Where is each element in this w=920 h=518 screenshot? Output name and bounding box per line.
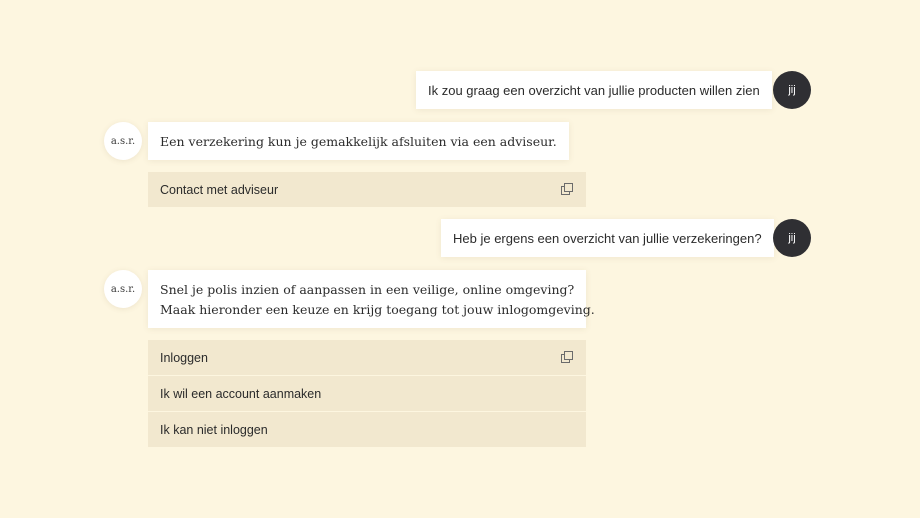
external-window-icon — [561, 183, 574, 196]
bot-message — [148, 270, 595, 328]
bot-avatar-label: a.s.r. — [110, 135, 136, 147]
bot-message — [148, 122, 569, 160]
option-label: Inloggen — [160, 350, 208, 365]
user-message — [441, 219, 774, 257]
option-account-aanmaken[interactable] — [148, 376, 586, 411]
bot-avatar — [104, 270, 142, 308]
user-message — [416, 71, 772, 109]
bot-message-line: Snel je polis inzien of aanpassen in een veilige, online omgeving? — [160, 282, 575, 297]
option-label: Contact met adviseur — [160, 182, 279, 197]
bot-message-line: Maak hieronder een keuze en krijg toegang tot jouw inlogomgeving. — [160, 302, 595, 317]
option-contact-adviseur[interactable] — [148, 172, 586, 207]
option-label: Ik wil een account aanmaken — [160, 386, 322, 401]
external-window-icon — [561, 351, 574, 364]
option-label: Ik kan niet inloggen — [160, 422, 268, 437]
user-message-text: Ik zou graag een overzicht van jullie producten willen zien — [428, 83, 760, 98]
user-avatar — [773, 71, 811, 109]
user-message-text: Heb je ergens een overzicht van jullie verzekeringen? — [453, 231, 762, 246]
bot-avatar — [104, 122, 142, 160]
user-avatar-label: jij — [788, 232, 796, 244]
user-avatar — [773, 219, 811, 257]
option-niet-inloggen[interactable] — [148, 412, 586, 447]
bot-message-line: Een verzekering kun je gemakkelijk afsluiten via een adviseur. — [160, 134, 557, 149]
option-inloggen[interactable] — [148, 340, 586, 375]
bot-avatar-label: a.s.r. — [110, 283, 136, 295]
user-avatar-label: jij — [788, 84, 796, 96]
